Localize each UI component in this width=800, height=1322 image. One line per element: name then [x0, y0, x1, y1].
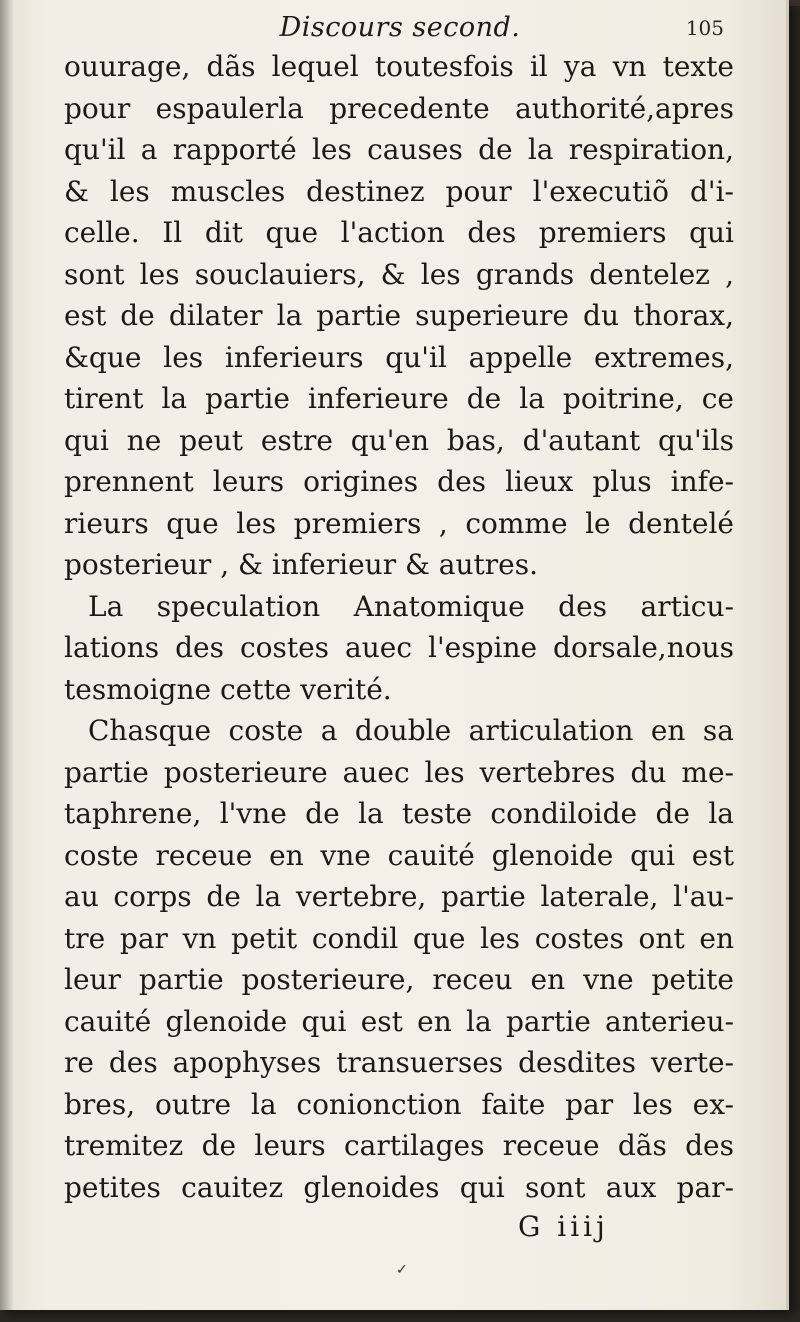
text-line: ouurage, dãs lequel toutesfois il ya vn texte: [64, 50, 734, 83]
text-line: prennent leurs origines des lieux plus infe-: [64, 465, 734, 498]
text-line: tirent la partie inferieure de la poitrine, ce: [64, 382, 734, 415]
page-number: 105: [685, 16, 724, 40]
text-line: partie posterieure auec les vertebres du me-: [64, 755, 734, 789]
signature-mark: G iiij: [518, 1210, 609, 1243]
text-line: re des apophyses transuerses desdites verte-: [64, 1046, 734, 1079]
body-text: [64, 46, 734, 1208]
text-line: petites cauitez glenoides qui sont aux par-: [64, 1170, 734, 1204]
text-line: leur partie posterieure, receu en vne petite: [64, 963, 734, 996]
text-line: tre par vn petit condil que les costes ont en: [64, 921, 734, 955]
text-line: & les muscles destinez pour l'executiõ d'i-: [64, 174, 734, 208]
page-header: [70, 12, 730, 48]
text-line: &que les inferieurs qu'il appelle extremes,: [64, 340, 734, 374]
paragraph-end-line: tesmoigne cette verité.: [64, 672, 392, 706]
text-line: cauité glenoide qui est en la partie anterieu-: [64, 1004, 734, 1038]
paragraph-start-line: Chasque coste a double articulation en sa: [88, 714, 734, 747]
running-title: Discours second.: [279, 12, 521, 43]
text-line: lations des costes auec l'espine dorsale,nous: [64, 631, 734, 664]
paragraph-end-line: posterieur , & inferieur & autres.: [64, 548, 539, 581]
ink-speck-icon: ✓: [396, 1262, 408, 1278]
text-line: celle. Il dit que l'action des premiers qui: [64, 216, 734, 249]
paragraph-start-line: La speculation Anatomique des articu-: [88, 589, 734, 623]
text-line: est de dilater la partie superieure du thorax,: [64, 299, 734, 332]
text-line: qui ne peut estre qu'en bas, d'autant qu'ils: [64, 423, 734, 457]
text-line: rieurs que les premiers , comme le dentelé: [64, 506, 734, 540]
text-line: tremitez de leurs cartilages receue dãs des: [64, 1129, 734, 1162]
text-line: bres, outre la conionction faite par les ex-: [64, 1087, 734, 1121]
text-line: qu'il a rapporté les causes de la respiration,: [64, 133, 734, 166]
text-line: pour espaulerla precedente authorité,apres: [64, 91, 734, 125]
text-line: sont les souclauiers, & les grands dentelez ,: [64, 257, 734, 291]
text-line: au corps de la vertebre, partie laterale, l'au-: [64, 880, 734, 913]
text-line: coste receue en vne cauité glenoide qui est: [64, 838, 734, 872]
text-line: taphrene, l'vne de la teste condiloide de la: [64, 797, 734, 830]
